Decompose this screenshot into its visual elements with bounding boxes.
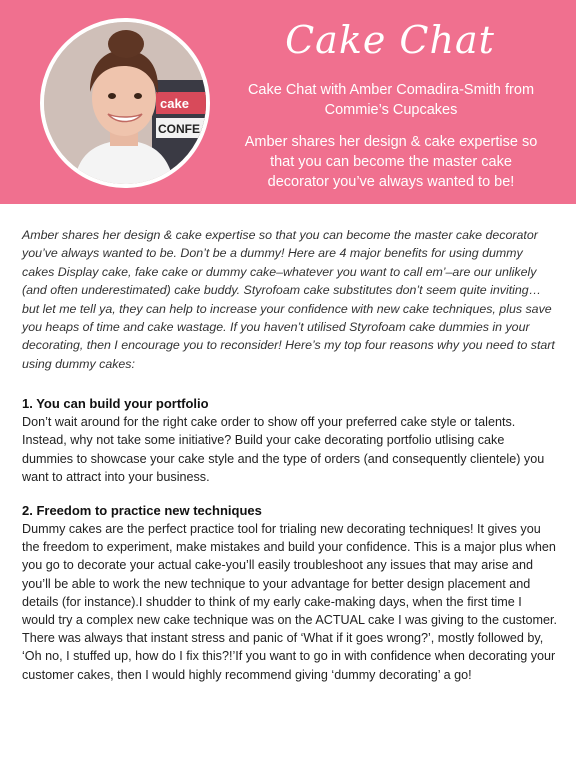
banner-title: Cake Chat <box>285 18 495 62</box>
photo-sign-text-top: cake <box>160 96 189 111</box>
section-heading-techniques: 2. Freedom to practice new techniques <box>22 503 262 519</box>
author-photo <box>40 18 210 188</box>
section-body-techniques: Dummy cakes are the perfect practice tool for trialing new decorating techniques! It gives you the freedom to experiment, make mistakes and build your confidence. This is a major plus when you go to decorate your actual cake-you’ll easily troubleshoot any issues that may arise and you’ll be able to work the new technique to your advantage for better design placement and details (for instance).I shudder to think of my early cake-making days, when the first time I would try a complex new cake technique was on the ACTUAL cake I was giving to the customer. There was always that instant stress and panic of ‘What if it goes wrong?’, mostly followed by, ‘Oh no, I stuffed up, how do I fix this?!’If you want to go in with confidence when decorating your customer cakes, then I would highly recommend giving ‘dummy decorating’ a go! <box>22 522 558 682</box>
header-banner <box>0 0 576 204</box>
banner-subtitle: Cake Chat with Amber Comadira-Smith from Commie’s Cupcakes <box>247 82 535 118</box>
author-portrait-illustration <box>44 22 206 184</box>
banner-tagline: Amber shares her design & cake expertise so that you can become the master cake decorator you’ve always wanted to be! <box>244 134 538 190</box>
article-body <box>22 226 558 684</box>
article-intro: Amber shares her design & cake expertise so that you can become the master cake decorator you’ve always wanted to be. Don’t be a dummy! Here are 4 major benefits for using dummy cakes Display cake, fake cake or dummy cake–whatever you want to call em’–are our unlikely (and often underestimated) cake buddy. Styrofoam cake substitutes don’t seem quite inviting…but let me tell ya, they can help to increase your confidence with new cake techniques, plus save you heaps of time and cake wastage. If you haven’t utilised Styrofoam cake dummies in your decorating, then I encourage you to reconsider! Here’s my top four reasons why you need to start using dummy cakes: <box>22 228 555 371</box>
section-body-portfolio: Don’t wait around for the right cake order to show off your preferred cake style or talents. Instead, why not take some initiative? Build your cake decorating portfolio utlising cake dummies to showcase your cake style and the type of orders (and consequently clientele) you want to attract into your business. <box>22 415 545 484</box>
section-heading-portfolio: 1. You can build your portfolio <box>22 396 209 412</box>
photo-sign-text-bottom: CONFE <box>158 122 200 136</box>
